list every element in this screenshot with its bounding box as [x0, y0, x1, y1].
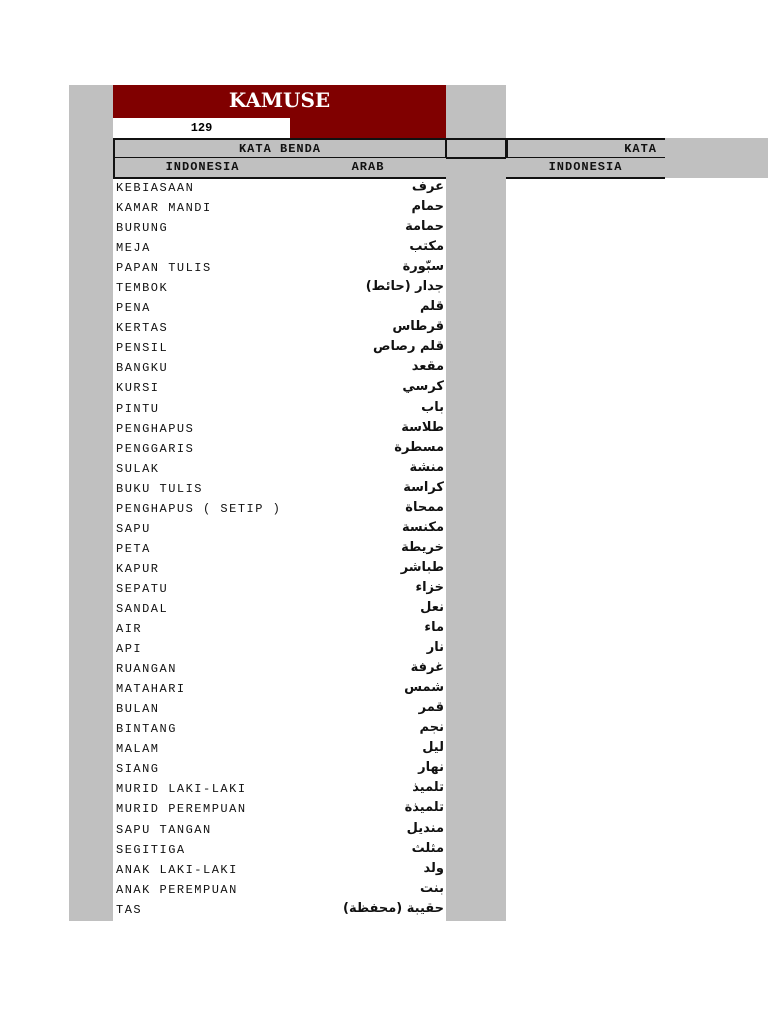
column-header-indonesia: INDONESIA	[113, 158, 291, 179]
indonesian-word: BINTANG	[116, 722, 177, 737]
indonesian-word: SIANG	[116, 762, 160, 777]
header-empty-cell	[446, 138, 507, 159]
word-count: 129	[113, 118, 290, 138]
arabic-word: نار	[426, 640, 444, 656]
indonesian-word: KAMAR MANDI	[116, 201, 212, 216]
header-kata-right: KATA	[506, 138, 665, 159]
table-row	[113, 720, 446, 740]
spacer-column	[446, 85, 506, 921]
arabic-word: غرفة	[410, 660, 444, 676]
arabic-word: حمام	[411, 199, 444, 215]
arabic-word: بنت	[420, 880, 444, 896]
indonesian-word: RUANGAN	[116, 662, 177, 677]
indonesian-word: KURSI	[116, 381, 160, 396]
indonesian-word: BUKU TULIS	[116, 481, 204, 496]
indonesian-word: MURID PEREMPUAN	[116, 802, 247, 817]
table-row	[113, 700, 446, 720]
arabic-word: قلم	[419, 299, 444, 315]
table-row	[113, 780, 446, 800]
table-row	[113, 861, 446, 881]
indonesian-word: ANAK LAKI-LAKI	[116, 862, 238, 877]
arabic-word: عرف	[411, 179, 444, 194]
indonesian-word: KAPUR	[116, 561, 160, 576]
arabic-word: قلم رصاص	[373, 339, 444, 355]
arabic-word: كراسة	[403, 479, 444, 495]
arabic-word: مقعد	[411, 359, 444, 375]
indonesian-word: PINTU	[116, 401, 160, 416]
arabic-word: منديل	[406, 820, 444, 836]
table-row	[113, 540, 446, 560]
indonesian-word: BURUNG	[116, 221, 169, 236]
arabic-word: باب	[421, 399, 444, 415]
column-header-arab: ARAB	[290, 158, 446, 179]
table-row	[113, 379, 446, 399]
column-header-indonesia-right: INDONESIA	[506, 158, 665, 179]
indonesian-word: BULAN	[116, 702, 160, 717]
table-row	[113, 319, 446, 339]
table-row	[113, 580, 446, 600]
table-row	[113, 841, 446, 861]
arabic-word: قرطاس	[392, 319, 444, 335]
arabic-word: ماء	[424, 620, 444, 636]
arabic-word: خريطة	[401, 539, 444, 555]
table-row	[113, 821, 446, 841]
indonesian-word: SAPU	[116, 521, 151, 536]
indonesian-word: PENA	[116, 301, 151, 316]
page-title: KAMUSE	[228, 88, 331, 112]
indonesian-word: ANAK PEREMPUAN	[116, 882, 238, 897]
arabic-word: نعل	[420, 599, 444, 615]
arabic-word: سبّورة	[402, 259, 444, 275]
table-row	[113, 299, 446, 319]
arabic-word: ليل	[422, 740, 444, 756]
indonesian-word: SAPU TANGAN	[116, 822, 212, 837]
table-row	[113, 279, 446, 299]
indonesian-word: KERTAS	[116, 321, 169, 336]
arabic-word: شمس	[404, 680, 444, 696]
table-row	[113, 400, 446, 420]
table-row	[113, 640, 446, 660]
table-row	[113, 440, 446, 460]
table-row	[113, 259, 446, 279]
table-row	[113, 239, 446, 259]
table-row	[113, 680, 446, 700]
arabic-word: جدار (حائط)	[365, 279, 444, 295]
indonesian-word: AIR	[116, 622, 143, 637]
table-row	[113, 420, 446, 440]
arabic-word: نجم	[419, 720, 444, 736]
indonesian-word: SANDAL	[116, 601, 169, 616]
left-margin-column	[69, 85, 113, 921]
table-row	[113, 359, 446, 379]
arabic-word: طلاسة	[401, 419, 444, 435]
indonesian-word: SEPATU	[116, 581, 169, 596]
table-row	[113, 520, 446, 540]
indonesian-word: TEMBOK	[116, 281, 169, 296]
table-row	[113, 901, 446, 921]
table-row	[113, 179, 446, 199]
indonesian-word: MEJA	[116, 241, 151, 256]
indonesian-word: KEBIASAAN	[116, 181, 195, 195]
table-row	[113, 760, 446, 780]
arabic-word: نهار	[418, 760, 444, 776]
indonesian-word: MURID LAKI-LAKI	[116, 782, 247, 797]
indonesian-word: PENGGARIS	[116, 441, 195, 456]
table-row	[113, 480, 446, 500]
vocabulary-table	[113, 179, 446, 921]
indonesian-word: PETA	[116, 541, 151, 556]
arabic-word: خزاء	[415, 579, 444, 595]
arabic-word: مسطرة	[394, 439, 444, 455]
table-row	[113, 600, 446, 620]
indonesian-word: PENSIL	[116, 341, 169, 356]
table-row	[113, 740, 446, 760]
indonesian-word: PAPAN TULIS	[116, 261, 212, 276]
indonesian-word: SEGITIGA	[116, 842, 186, 857]
arabic-word: مثلث	[411, 840, 444, 856]
arabic-word: قمر	[418, 700, 444, 716]
arabic-word: كرسي	[402, 379, 444, 395]
table-row	[113, 800, 446, 820]
arabic-word: تلميذ	[412, 780, 444, 796]
indonesian-word: MALAM	[116, 742, 160, 757]
arabic-word: حمامة	[405, 219, 444, 235]
arabic-word: ولد	[423, 860, 444, 876]
table-row	[113, 199, 446, 219]
table-row	[113, 660, 446, 680]
arabic-word: مكنسة	[401, 519, 444, 535]
table-row	[113, 881, 446, 901]
indonesian-word: TAS	[116, 902, 143, 917]
table-row	[113, 460, 446, 480]
arabic-word: مكتب	[409, 239, 444, 255]
indonesian-word: BANGKU	[116, 361, 169, 376]
arabic-word: ممحاة	[405, 499, 444, 515]
arabic-word: منشة	[409, 459, 444, 475]
indonesian-word: PENGHAPUS ( SETIP )	[116, 501, 282, 516]
table-row	[113, 500, 446, 520]
table-row	[113, 339, 446, 359]
indonesian-word: SULAK	[116, 461, 160, 476]
table-row	[113, 219, 446, 239]
arabic-word: طباشر	[400, 559, 444, 575]
indonesian-word: MATAHARI	[116, 682, 186, 697]
arabic-word: حقيبة (محفظة)	[343, 900, 444, 916]
table-row	[113, 620, 446, 640]
header-kata-benda: KATA BENDA	[113, 138, 446, 159]
arabic-word: تلميذة	[404, 800, 444, 816]
indonesian-word: API	[116, 642, 143, 657]
indonesian-word: PENGHAPUS	[116, 421, 195, 436]
table-row	[113, 560, 446, 580]
